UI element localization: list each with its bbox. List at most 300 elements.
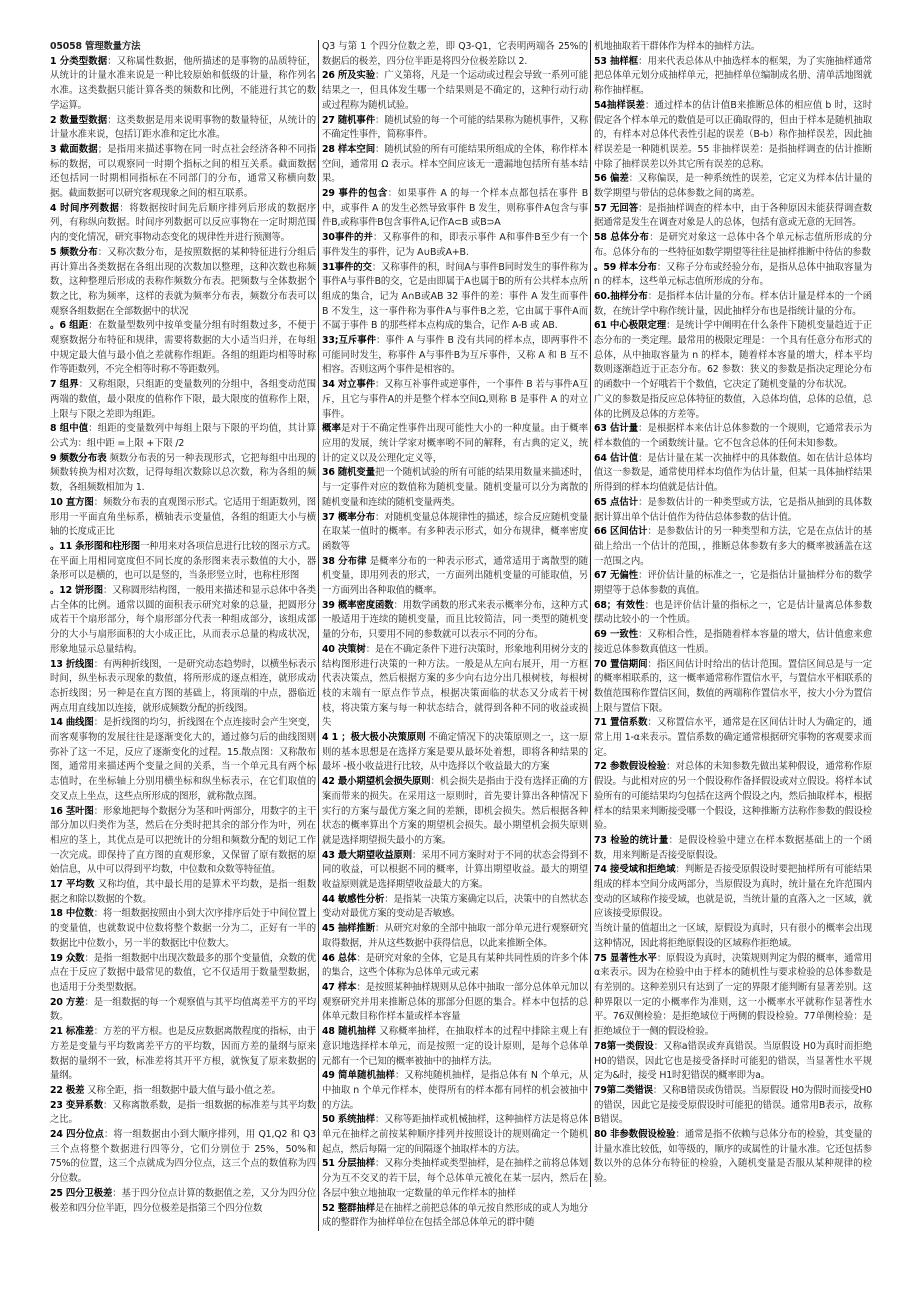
glossary-entry: [594, 55, 872, 99]
entry-number: 58: [594, 232, 611, 244]
glossary-entry: [50, 319, 316, 378]
entry-definition: ：组距的变量数列中每组上限与下限的平均值，其计算公式为：组中距 =上限 +下限 /2: [50, 423, 316, 449]
entry-definition: ：是参数估计的另一种类型和方法，它是在点估计的基础上给出一个估计的范围，，推断总体参数有多大的概率被涵盖在这一范围之内。: [594, 526, 872, 567]
entry-definition: ：从研究对象的全部中抽取一部分单元进行观察研究取得数据，并从这些数据中获得信息，以此来推断全体。: [322, 923, 588, 949]
glossary-entry: [50, 55, 316, 114]
entry-number: 19: [50, 952, 66, 964]
glossary-entry: [322, 1113, 588, 1157]
glossary-entry: [50, 584, 316, 658]
glossary-entry: [322, 1202, 588, 1231]
entry-term: 一致性: [610, 629, 639, 641]
glossary-entry: [322, 952, 588, 981]
glossary-entry: [50, 114, 316, 143]
entry-number: 69: [594, 629, 610, 641]
entry-term: 截面数据: [59, 143, 98, 155]
entry-definition: ：是假设检验中建立在样本数据基础上的一个函数，用来判断是否接受原假设。: [594, 834, 872, 861]
entry-term: 抽样框: [610, 55, 639, 67]
entry-term: 总体: [337, 952, 357, 964]
entry-number: 80: [594, 1129, 610, 1141]
entry-definition: ：将一组数据由小到大顺序排列，用 Q1,Q2 和 Q3 三个点将整个数据进行四等分，它们分别位于 25%，50%和75%的位置，这三个点就成为四分位点，这三个点的数值称为四分位数。: [50, 1129, 316, 1185]
entry-term: 第一类假设: [606, 1040, 654, 1052]
entry-term: 事件的并: [334, 232, 373, 244]
entry-number: 18: [50, 908, 66, 920]
entry-term: 随机抽样: [338, 1026, 377, 1038]
entry-term: 对立事件: [337, 379, 375, 391]
entry-number: 1: [50, 55, 60, 67]
glossary-entry: [594, 496, 872, 525]
entry-term: 数量型数据: [59, 114, 108, 126]
entry-number: 30: [322, 232, 335, 244]
entry-term: 最小期望机会损失原则: [337, 776, 431, 788]
glossary-entry: [322, 69, 588, 113]
entry-definition: ：又称置信水平，通常是在区间估计时人为确定的，通常上用 1-α来表示。置信系数的确定通常根据研究事物的客观要求而定。: [594, 717, 872, 758]
entry-number: 51: [322, 1158, 338, 1170]
glossary-entry: [322, 378, 588, 422]
entry-number: 33;: [322, 335, 339, 347]
entry-number: 。6: [50, 320, 70, 332]
entry-number: 36: [322, 467, 338, 479]
entry-number: 60.: [594, 290, 611, 302]
glossary-entry: [50, 1099, 316, 1128]
entry-number: 49: [322, 1070, 339, 1082]
entry-term: 样本空间: [337, 143, 375, 155]
entry-term: 标准差: [65, 1026, 94, 1038]
entry-definition: ：是参数估计的一种类型或方法，它是指从抽到的具体数据计算出单个估计值作为待估总体参数的估计值。: [594, 496, 872, 523]
glossary-entry: [50, 716, 316, 804]
entry-definition: ：也是评价估计量的指标之一，它是估计量离总体参数摆动比较小的一个性质。: [594, 599, 872, 626]
entry-number: 47: [322, 982, 338, 993]
entry-definition: ：是指抽样调查的样本中，由于各种原因未能获得调查数据通常是发生在调查对象是人的总体，包括有意或无意的无回答。: [594, 202, 872, 229]
glossary-entry: [594, 760, 872, 834]
entry-term: 方差: [65, 996, 85, 1008]
glossary-entry: [594, 952, 872, 1040]
glossary-entry: [50, 378, 316, 422]
glossary-entry: [322, 893, 588, 922]
entry-definition: ；是指用来描述事物在同一时点社会经济各种不同指标的数据，可以观察同一时期个指标之间的相互关系。截面数据还包括同一时期相同指标在不同部门的分布，通常又称横向数据。截面数据可以研究客观现象之间的相互联系。: [50, 143, 316, 200]
document-page: [50, 40, 872, 1231]
entry-term: 抽样误差: [606, 99, 645, 111]
entry-definition: ：是指某一决策方案确定以后，决策中的自然状态变动对最优方案的变动是否敏感。: [322, 893, 588, 920]
entry-definition: ：是研究对象这一总体中各个单元标志值所形成的分布。总体分布的一些特征如数学期望等往往是抽样推断中待估的参数: [594, 232, 872, 258]
entry-definition: ：又称a错误或弃真错误。当原假设 H0为真时而拒绝H0的错误，因此它也是接受备择时可能犯的错误，当显著性水平规定为&时，接受 H1时犯错误的概率即为a。: [594, 1040, 872, 1082]
entry-term: 置信期间: [610, 658, 648, 670]
entry-term: 四分卫极差: [65, 1187, 113, 1199]
entry-definition: ：对总体的未知参数先做出某种假设，通常称作原假设。与此相对应的另一个假设称作备择假设或对立假设。将样本试验所有的可能结果均匀包括在这两个假设之内，然后抽取样本，根据样本的结果来判断接受哪一个假设，这种推断方法称作参数的假设检验。: [594, 761, 872, 832]
entry-definition: ：是指一组数据中出现次数最多的那个变量值，众数的优点在于反应了数据中最常见的数值，它不仅适用于数量型数据，也适用于分类型数据。: [50, 952, 316, 993]
entry-definition: ：又称等距抽样或机械抽样，这种抽样方法是将总体单元在抽样之前按某种顺序排列并按照设计的规则确定一个随机起点，然后每隔一定的间隔逐个抽取样本的方法。: [322, 1114, 588, 1155]
entry-term: 参数假设检验: [610, 761, 667, 773]
entry-definition: ：事件 A 与事件 B 没有共同的样本点，即两事件不可能同时发生，称事件 A与事件B为互斥事件，又称 A 和 B 互不相容。否则这两个事件是相容的。: [322, 335, 588, 376]
entry-definition: 一种用来对各项信息进行比较的图示方式。在平面上用相同宽度但不同长度的条形图来表示数值的大小，器条形可以是横的，也可以是竖的，当条形竖立时，也称柱形图: [50, 540, 317, 582]
entry-definition: ：采用不同方案时对于不同的状态会得到不同的收益，可以根据不同的概率，计算出期望收益。最大的期望收益原则就是选择期望收益最大的方案。: [322, 849, 588, 891]
entry-number: 61: [594, 320, 610, 332]
entry-definition: 把一个随机试验的所有可能的结果用数量来描述时，与一定事件对应的数值称为随机变量。随机变量可以分为离散的随机变量和连续的随机变量两类。: [322, 467, 588, 508]
glossary-entry: [594, 422, 872, 451]
entry-term: 样本分布: [619, 261, 657, 273]
entry-term: 中位数: [65, 908, 94, 920]
glossary-entry: [50, 202, 316, 246]
glossary-entry: [594, 172, 872, 201]
entry-definition: ：又称圆形结构图，一般用来描述和显示总体中各类占全体的比例。通常以圆的面积表示研究对象的总量，把圆形分成若干个扇形部分，每个扇形部分代表一种组成部分，该组成部分的大小与扇形面积的大小成正比，从而表示总量的构成状况，形象地显示总量结构。: [50, 585, 316, 655]
glossary-entry: [322, 422, 588, 466]
glossary-entry: [322, 1157, 588, 1201]
entry-term: 频数分布表: [59, 452, 107, 464]
entry-definition: ：频数分布表的直观图示形式。它适用于组距数列，图形用一平面直角坐标系，横轴表示变量值，各组的组距大小与横轴的长度成正比: [50, 496, 316, 538]
glossary-entry: [50, 805, 316, 879]
glossary-entry: [322, 643, 588, 731]
entry-number: 27: [322, 114, 338, 126]
entry-definition: ：是统计学中阐明在什么条件下随机变量趋近于正态分布的一类定理。最常用的极限定理是：一个具有任意分布形式的总体，从中抽取容量为 n 的样本，随着样本容量的增大，样本平均数则逐渐趋近于正态分布。62 参数：狭义的参数是指决定理论分布的函数中一个好哦若干个数值，它决定了随机变量的分布状况。: [594, 320, 872, 391]
glossary-entry: [594, 922, 872, 951]
entry-number: 14: [50, 717, 66, 729]
entry-definition: ：又称分类抽样或类型抽样，是在抽样之前将总体划分为互不交叉的若干层，每个总体单元被化在某一层内，然后在各层中独立地抽取一定数量的单元作样本的抽样: [322, 1158, 588, 1199]
entry-definition: ：又称次数分布，是按照数据的某种特征进行分组后再计算出各类数据在各组出现的次数加以整理，这种次数也称频数，这种整理后形成的表称作频数分布表。把频数与全体数据个数之比，称为频率，这样的表就为频率分布表，频数分布表可以观察各组数据在全部数据中的状况: [50, 246, 316, 317]
glossary-entry: [50, 422, 316, 451]
entry-definition: ：这类数据是用来说明事物的数量特征，从统计的计量水准来说，包括订距水准和定比水准。: [50, 114, 316, 141]
entry-term: 无偏性: [610, 570, 639, 582]
entry-term: 显著性水平: [610, 952, 657, 964]
entry-term: 决策树: [337, 643, 366, 655]
entry-definition: ：如果事件 A 的每一个样本点都包括在事件 B 中，或事件 A 的发生必然导致事件 B 发生，则称事件A包含与事件B,或称事件B包含事件A,记作A⊂B 或B⊃A: [322, 188, 588, 229]
entry-term: 极大极小决策原则: [350, 732, 426, 744]
entry-definition: ：评价估计量的标准之一，它是指估计量抽样分布的数学期望等于总体参数的真值。: [594, 570, 872, 597]
entry-term: 第二类错误: [606, 1084, 653, 1096]
entry-definition: ：随机试验的每一个可能的结果称为随机事件，又称不确定性事件，简称事件。: [322, 114, 588, 141]
glossary-entry: [322, 114, 588, 143]
entry-term: 组距: [69, 320, 89, 332]
entry-number: 23: [50, 1099, 66, 1111]
entry-definition: ：有两种折线图，一是研究动态趋势时，以横坐标表示时间，纵坐标表示现象的数值，将所形成的逐点相连，就形成动态折线图；另一种是在直方图的基础上，将顶端的中点，器临近两点用直线加以连接，就形成频数分配的折线图。: [50, 658, 316, 714]
glossary-entry: [594, 393, 872, 422]
entry-definition: ：是根据样本来估计总体参数的一个规则，它通常表示为样本数值的一个函数统计量。它不包含总体的任何未知参数。: [594, 423, 872, 449]
entry-term: 频数分布: [59, 246, 98, 258]
entry-number: 25: [50, 1187, 66, 1199]
glossary-entry: [594, 319, 872, 393]
entry-term: 事件的交: [334, 261, 372, 273]
glossary-entry: [50, 996, 316, 1025]
entry-term: 随机事件: [337, 114, 375, 126]
entry-term: 四分位点: [66, 1129, 104, 1141]
entry-definition: ：又称子分布或经验分布，是指从总体中抽取容量为 n 的样本，这些单元标志值所形成的分布。: [594, 261, 872, 288]
entry-number: 66: [594, 526, 610, 538]
entry-number: 37: [322, 511, 338, 523]
entry-number: 22: [50, 1084, 66, 1096]
glossary-entry: [322, 466, 588, 510]
entry-number: 79: [594, 1084, 607, 1096]
glossary-entry: [50, 496, 316, 540]
glossary-entry: [322, 334, 588, 378]
entry-term: 组中值: [59, 423, 89, 435]
document-title: 05058 管理数量方法: [50, 41, 141, 52]
entry-number: 29: [322, 188, 339, 200]
entry-term: 抽样分布: [610, 290, 648, 302]
entry-term: 非参数假设检验: [610, 1129, 676, 1141]
entry-definition: ：用数学函数的形式来表示概率分布，这种方式一般适用于连续的随机变量，而且比较简洁，同一类型的随机变量的分布，只要用不同的参数就可以表示不同的分布。: [322, 599, 588, 641]
entry-term: 互斥事件: [338, 335, 377, 347]
entry-term: 检验的统计量: [610, 834, 669, 846]
entry-term: 分布律: [338, 555, 367, 567]
entry-definition: ：又称离散系数，是指一组数据的标准差与其平均数之比。: [50, 1099, 316, 1126]
entry-definition: ：又称事件的积，时间A与事件B同时发生的事件称为事件A与事件B的交，它是由即属于A也属于B的所有公共样本点所组成的集合，记为 A∩B或AB 32 事件的差：事件 A 发生而事件 B 不发生，这一事件称为事件A与事件B之差，它由属于事件A而不属于事件 B 的那些样本点构成的集合，记作 A-B 或 AB.: [322, 261, 589, 332]
entry-definition: ：又称组限，只组距的变量数列的分组中，各组变动范围两端的数值，最小限度的值称作下限，最大限度的值称作上限，上限与下限之差即为组距。: [50, 379, 316, 420]
entry-definition: 当统计量的值超出之一区域，原假设为真时，只有很小的概率会出现这种情况，因此将拒绝原假设的区域称作拒绝域。: [594, 923, 872, 949]
entry-term: 点估计: [610, 496, 639, 508]
glossary-entry: [322, 143, 588, 187]
entry-number: 74: [594, 864, 610, 876]
entry-number: 3: [50, 143, 60, 155]
entry-number: 13: [50, 658, 66, 670]
entry-term: 组界: [59, 379, 79, 391]
entry-definition: ：是指样本估计量的分布。样本估计量是样本的一个函数，在统计学中称作统计量，因此抽样分布也是指统计量的分布。: [594, 290, 872, 317]
glossary-entry: [594, 40, 872, 55]
entry-definition: 又称概率抽样，在抽取样本的过程中排除主观上有意识地选择样本单元，而是按照一定的设计原则，是每个总体单元都有一个已知的概率被抽中的抽样方法。: [322, 1026, 588, 1067]
entry-definition: ：将数据按时间先后顺序排列后形成的数据序列，有称纵向数据。时间序列数据可以反应事物在一定时期范围内的变化情况，研究事物动态变化的规律性并进行预测等。: [50, 202, 316, 244]
glossary-entry: [322, 981, 588, 1025]
glossary-entry: [50, 452, 316, 496]
entry-term: 众数: [65, 952, 85, 964]
entry-number: 52: [322, 1202, 338, 1214]
column-3: [590, 40, 872, 1187]
glossary-entry: [594, 834, 872, 863]
entry-number: 64: [594, 452, 610, 464]
glossary-entry: [594, 261, 872, 290]
glossary-entry: [322, 1069, 588, 1113]
entry-definition: ：将一组数据按照由小到大次序排序后处于中间位置上的变量值，也就数说中位数将整个数据一分为二，正好有一半的数据比中位数小，另一半的数据比中位数大。: [50, 908, 316, 949]
entry-term: 变异系数: [65, 1099, 103, 1111]
entry-term: 有效性: [615, 599, 645, 611]
glossary-entry: [594, 231, 872, 260]
entry-definition: ：又称属性数据，他所描述的是事物的品质特征，从统计的计量水准来说是一种比较原始和低级的计量，称作列名水准。这类数据只能计算各类的频数和比例，不能进行其它的数学运算。: [50, 55, 316, 111]
entry-number: 67: [594, 570, 610, 582]
entry-definition: ：又称纯随机抽样，是指总体有 N 个单元，从中抽取 n 个单元作样本，使得所有的样本都有同样的机会被抽中的方法。: [322, 1070, 588, 1111]
entry-definition: 频数分布表的另一种表现形式，它把每组中出现的频数转换为相对次数，记得每组次数除以总次数，称为各组的频数，各组频数相加为 1.: [50, 452, 316, 494]
entry-number: 9: [50, 452, 60, 464]
glossary-entry: [50, 1025, 316, 1084]
entry-number: 71: [594, 717, 610, 729]
entry-definition: ：广义第将，凡是一个运动或过程会导致一系列可能结果之一，但具体发生哪一个结果则是不确定的，这种行动行动或过程称为随机试验。: [322, 70, 588, 111]
entry-number: 。12: [50, 585, 76, 597]
glossary-entry: [50, 1187, 316, 1216]
entry-number: 31: [322, 261, 335, 273]
entry-number: 39: [322, 599, 338, 611]
entry-definition: ：是在不确定条件下进行决策时，形象地利用树分支的结构图形进行决策的一种方法。一般是从左向右展开，用一方框代表决策点，然后根据方案的多少向右边分出几根树枝，每根树枝的末端有一原点作节点，根据决策面临的状态又分成若干树枝，将决策方案与每一种状态结合，就得到各种不同的收益或损失: [322, 643, 588, 729]
entry-term: 抽样推断: [337, 923, 375, 935]
entry-term: 时间序列数据: [60, 202, 120, 214]
entry-definition: ：机会损失是指由于没有选择正确的方案而带来的损失。在采用这一原则时，首先要计算出各种情况下实行的方案与最优方案之间的差额，即机会损失。然后根据各种状态的概率算出个方案的期望机会损失。最小期望机会损失原则就是选择期望损失最小的方案。: [322, 776, 588, 846]
entry-term: 概率: [322, 423, 342, 435]
entry-definition: ：是折线图的均匀，折线图在个点连接时会产生突变，而客观事物的发展往往是逐渐变化大的，通过修匀后的曲线图则弥补了这一不足，反应了逐渐变化的过程。15.散点图：又称散布图，通常用来描述两个变量之间的关系，当一个单元具有两个标志值时，在坐标轴上分别用横坐标和纵坐标表示，在它们取值的交叉点上坐点，这些点所形成的图形，就称散点图。: [50, 717, 316, 802]
entry-number: 57: [594, 202, 610, 214]
glossary-entry: [50, 1128, 316, 1187]
entry-definition: ：又称B错误或伪错误。当原假设 H0为假时而接受H0的错误，因此它是接受原假设时可能犯的错误。通常用B表示，故称B错误。: [594, 1084, 872, 1126]
entry-definition: 是对于不确定性事件出现可能性大小的一种度量。由于概率应用的发展，统计学家对概率哟不同的解释，有古典的定义，统计的定义以及公理化定义等，: [322, 423, 589, 464]
entry-term: 样本: [337, 982, 357, 993]
entry-number: 7: [50, 379, 60, 391]
entry-definition: ：用来代表总体从中抽选样本的框架，为了实施抽样通常把总体单元划分成抽样单元，把抽样单位编制成名册、清单活地图就称作抽样框。: [594, 55, 872, 97]
entry-term: 接受域和拒绝域: [610, 864, 676, 876]
entry-number: 24: [50, 1129, 67, 1141]
glossary-entry: [50, 143, 316, 202]
glossary-entry: [322, 922, 588, 951]
entry-number: 34: [322, 379, 338, 391]
entry-number: 10: [50, 496, 66, 508]
entry-term: 茎叶图: [65, 805, 94, 817]
entry-term: 折线图: [65, 658, 94, 670]
glossary-entry: [594, 628, 872, 657]
glossary-entry: [594, 716, 872, 760]
entry-number: 70: [594, 658, 610, 670]
entry-definition: ：基于四分位点计算的数据值之差，又分为四分位极差和四分位半距，四分位极差是指第三个四分位数: [50, 1187, 316, 1214]
glossary-entry: [50, 246, 316, 320]
entry-number: 42: [322, 776, 338, 788]
entry-definition: ：原假设为真时，决策规则判定为假的概率，通常用α来表示。因为在检验中由于样本的随机性与要求检验的总体参数是有差别的。这种差别只有达到了一定的界限才能判断有显著差别。这种界限以一定的小概率作为准则，这一小概率水平就称作显著性水平。76双侧检验：是拒绝域位于两侧的假设检验。77单侧检验：是拒绝域位于一侧的假设检验。: [594, 952, 872, 1038]
glossary-entry: [594, 202, 872, 231]
entry-number: 72: [594, 761, 610, 773]
glossary-entry: [594, 99, 872, 173]
entry-term: 随机变量: [337, 467, 375, 479]
entry-number: 16: [50, 805, 66, 817]
entry-number: 54: [594, 99, 607, 111]
entry-definition: ：是按照某种抽样规则从总体中抽取一部分总体单元加以观察研究并用来推断总体的那部分但愿的集合。样本中包括的总体单元数目称作样本量或样本容量: [322, 982, 588, 1023]
glossary-entry: [322, 187, 588, 231]
entry-definition: ：指区间估计时给出的估计范围。置信区间总是与一定的概率相联系的，这一概率通常称作置信水平，与置信水平相联系的数值范围称作置信区间，数值的两端称作置信水平，按大小分为置信上限与置信下限。: [594, 658, 872, 714]
entry-number: 。11: [50, 540, 76, 552]
glossary-entry: [322, 231, 588, 260]
glossary-entry: [322, 1025, 588, 1069]
entry-definition: ：通过样本的估计值B来推断总体的相应值 b 时，这时假定各个样本单元的数值是可以正确取得的，但由于样本是随机抽取的，有样本对总体代表性引起的误差（B-b）称作抽样误差，因此抽样误差是一种随机误差。55 非抽样误差：是指抽样调查的估计推断中除了抽样误差以外其它所有误差的总称。: [594, 99, 872, 170]
glossary-entry: [50, 540, 316, 584]
glossary-entry: [322, 555, 588, 599]
entry-number: 。59: [594, 261, 620, 273]
entry-term: 条形图和柱形图: [75, 540, 141, 552]
entry-number: 73: [594, 834, 611, 846]
entry-number: 43: [322, 849, 338, 861]
glossary-entry: [50, 907, 316, 951]
entry-definition: 又称均值，其中最长用的是算术平均数，是指一组数据之和除以数据的个数。: [50, 879, 316, 905]
entry-definition: ：又称相合性，是指随着样本容量的增大，估计值愈来愈接近总体参数真值这一性质。: [594, 629, 872, 655]
glossary-entry: [594, 290, 872, 319]
entry-number: 65: [594, 496, 610, 508]
entry-term: 系统抽样: [337, 1114, 375, 1126]
entry-definition: 机地抽取若干群体作为样本的抽样方法。: [594, 41, 761, 52]
entry-definition: ：是研究对象的全体，它是具有某种共同性质的许多个体的集合，这些个体称为总体单元或元素: [322, 952, 588, 979]
entry-definition: 是概率分布的一种表示形式，通常适用于离散型的随机变量，即用列表的形式，一方面列出随机变量的可能取值，另一方面列出各种取值的概率。: [322, 555, 588, 597]
entry-number: 45: [322, 923, 338, 935]
entry-definition: ：又称偏误，是一种系统性的误差，它定义为样本估计量的数学期望与带估的总体参数之间的离差。: [594, 173, 872, 200]
entry-number: 75: [594, 952, 610, 964]
entry-definition: 是在抽样之前把总体的单元按自然形成的或人为地分成的整群作为抽样单位在包括全部总体单元的群中随: [322, 1202, 588, 1229]
glossary-entry: [322, 775, 588, 849]
entry-term: 事件的包含: [338, 188, 388, 200]
glossary-entry: [322, 849, 588, 893]
entry-definition: ：随机试验的所有可能结果所组成的全体，称作样本空间，通常用 Ω 表示。样本空间应该无一遗漏地包括所有基本结果。: [322, 143, 588, 185]
entry-number: 63: [594, 423, 610, 435]
entry-number: 53: [594, 55, 610, 67]
entry-definition: ：方差的平方根。也是反应数据离散程度的指标，由于方差是变量与平均数离差平方的平均数，因而方差的量纲与原来数据的量纲不一致，标准差将其开平方根，就恢复了原来数据的量纲。: [50, 1026, 316, 1082]
entry-term: 分类型数据: [59, 55, 108, 67]
entry-definition: ：是一组数据的每一个观察值与其平均值离差平方的平均数。: [50, 996, 316, 1023]
entry-definition: ：在数量型数列中按单变量分组有时组数过多，不便于观察数据分布特征和规律，需要将数据的大小适当归并，在每组中规定最大值与最小值之差就称作组距。各组的组距均相等时称作等距数列，不完全相等时称不等距数列。: [50, 320, 316, 376]
entry-term: 所及实验: [337, 70, 375, 82]
entry-number: 21: [50, 1026, 66, 1038]
entry-term: 估计值: [610, 452, 639, 464]
entry-number: 26: [322, 70, 338, 82]
glossary-entry: [50, 658, 316, 717]
entry-number: 5: [50, 246, 60, 258]
glossary-entry: [50, 878, 316, 907]
entry-number: 44: [322, 893, 338, 905]
entry-term: 概率分布: [337, 511, 375, 523]
entry-number: 17: [50, 879, 67, 891]
entry-term: 概率密度函数: [337, 599, 394, 611]
glossary-entry: [594, 863, 872, 922]
glossary-entry: [322, 40, 588, 69]
entry-number: 40: [322, 643, 338, 655]
glossary-entry: [594, 1040, 872, 1084]
entry-term: 平均数: [66, 879, 95, 891]
glossary-entry: [594, 1084, 872, 1128]
entry-term: 直方图: [65, 496, 94, 508]
glossary-entry: [50, 1084, 316, 1099]
entry-number: 56: [594, 173, 610, 185]
glossary-entry: [322, 599, 588, 643]
entry-term: 简单随机抽样: [338, 1070, 396, 1082]
entry-term: 置信系数: [610, 717, 648, 729]
entry-definition: ：判断是否接受原假设时要把抽样所有可能结果组成的样本空间分成两部分，当原假设为真时，统计量在允许范围内变动的区域称作接受域，也就是说，当统计量的直落入之一区域，就应该接受原假设。: [594, 864, 872, 920]
column-1: [50, 40, 318, 1216]
entry-number: 28: [322, 143, 338, 155]
entry-term: 无回答: [610, 202, 639, 214]
entry-definition: ：对随机变量总体规律性的描述，综合反应随机变量在取某一值时的概率。有多种表示形式，如分布规律，概率密度函数等: [322, 511, 588, 552]
entry-number: 20: [50, 996, 66, 1008]
entry-definition: ：又称事件的和，即表示事件 A和事件B至少有一个事件发生的事件，记为 A∪B或A+B.: [322, 232, 588, 258]
entry-number: 38: [322, 555, 339, 567]
glossary-entry: [594, 525, 872, 569]
entry-number: 68；: [594, 599, 616, 611]
entry-definition: 广义的参数是指反应总体特征的数值，入总体均值，总体的总值，总体的比例及总体的方差等。: [594, 393, 872, 420]
glossary-entry: [322, 731, 588, 775]
entry-definition: ：形象地把每个数据分为茎和叶两部分，用数字的主干部分加以归类作为茎，然后在分类时把其余的部分作为叶，列在相应的茎上，其优点是可以把统计的分组和频数分配的划记工作一次完成。即保持了直方图的直观形象，又保留了原有数据的原始信息，从中可以得到平均数，中位数和众数等特征值。: [50, 805, 316, 876]
entry-term: 分层抽样: [337, 1158, 375, 1170]
glossary-entry: [594, 569, 872, 598]
entry-term: 中心极限定理: [610, 320, 667, 332]
entry-term: 敏感性分析: [337, 893, 385, 905]
column-2: [318, 40, 590, 1231]
entry-number: 50: [322, 1114, 338, 1126]
entry-term: 极差: [65, 1084, 85, 1096]
entry-definition: Q3 与第 1 个四分位数之差，即 Q3-Q1，它表明两端各 25%的数据后的极差，四分位半距是将四分位极差除以 2.: [322, 41, 588, 67]
entry-term: 区间估计: [610, 526, 648, 538]
entry-definition: ：是估计量在某一次抽样中的具体数值。如在估计总体均值这一参数是，通常使用样本均值作为估计量，但某一具体抽样结果所得到的样本均值就是估计值。: [594, 452, 872, 494]
glossary-entry: [50, 952, 316, 996]
entry-number: 2: [50, 114, 60, 126]
entry-term: 整群抽样: [337, 1202, 375, 1214]
glossary-entry: [594, 1128, 872, 1187]
entry-number: 4 1 ；: [322, 732, 351, 744]
entry-number: 78: [594, 1040, 607, 1052]
glossary-entry: [594, 452, 872, 496]
entry-number: 8: [50, 423, 60, 435]
entry-term: 最大期望收益原则: [337, 849, 413, 861]
entry-term: 总体分布: [610, 232, 650, 244]
entry-definition: ：通常是指不依赖与总体分布的检验，其变量的计量水准比较低，如等级的，顺序的或属性的计量水准。它还包括参数以外的总体分布特征的检验，入随机变量是否服从某种规律的检验。: [594, 1129, 872, 1185]
entry-number: 48: [322, 1026, 339, 1038]
glossary-entry: [322, 261, 588, 335]
entry-definition: ：又称互补事件或逆事件，一个事件 B 若与事件A互斥，且它与事件A的并是整个样本空间Ω,则称 B 是事件 A 的对立事件。: [322, 379, 588, 420]
glossary-entry: [594, 599, 872, 628]
entry-definition: 不确定情况下的决策原则之一，这一原则的基本思想是在选择方案是要从最坏处着想，即将各种结果的最坏 -极小收益进行比较，从中选择以个收益最大的方案: [322, 732, 588, 773]
entry-term: 估计量: [610, 423, 639, 435]
